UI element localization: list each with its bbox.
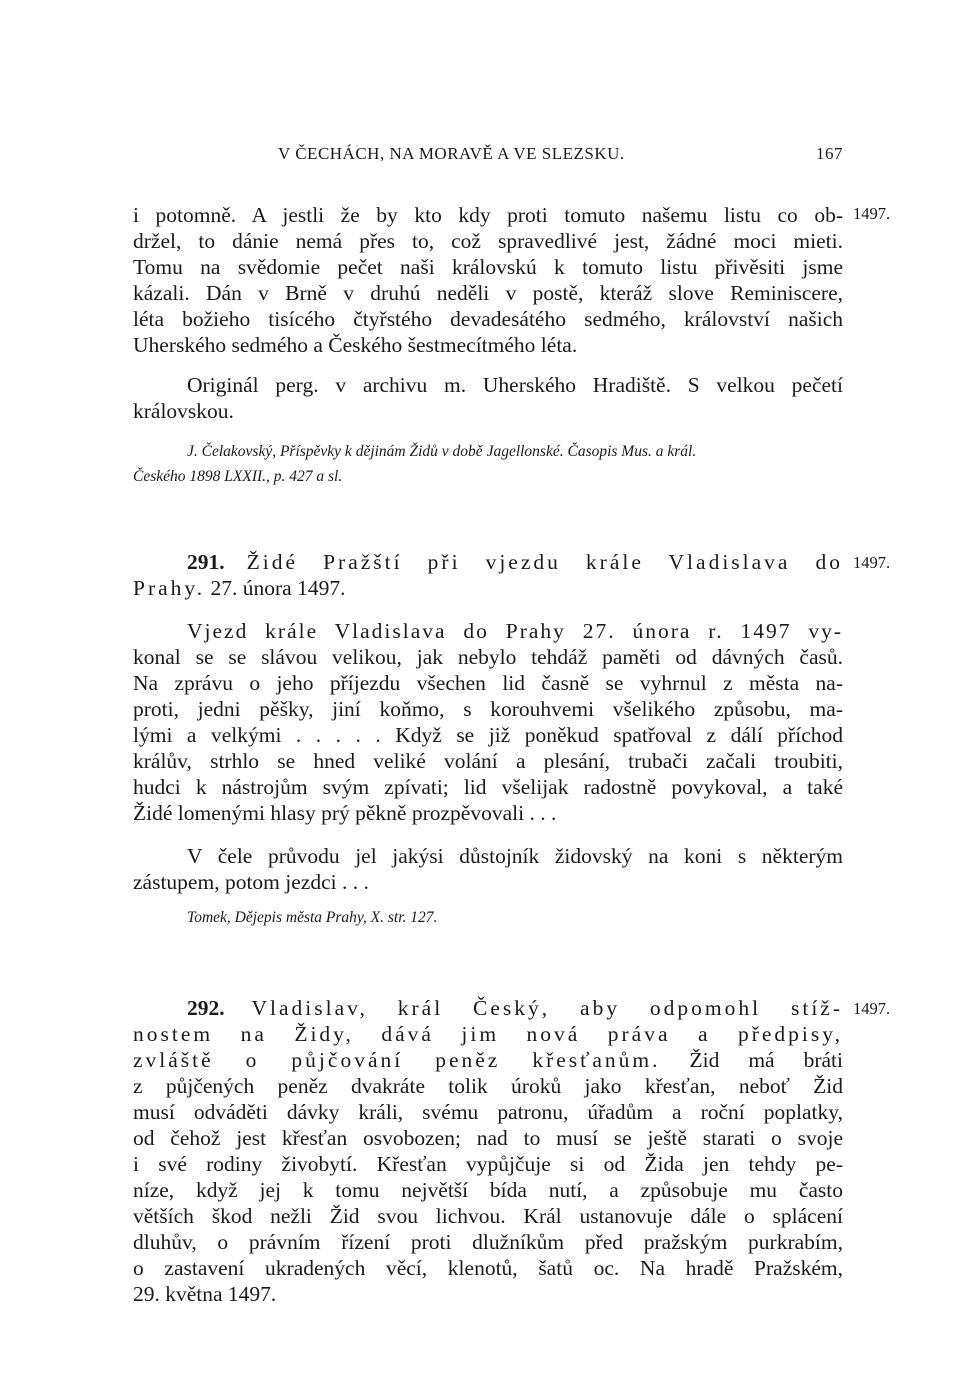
text-line: proti, jedni pěšky, jiní koňmo, s korouhvemi všelikého způsobu, ma- bbox=[133, 697, 843, 721]
text-line: královskou. bbox=[133, 399, 234, 423]
doc290-source-line: J. Čelakovský, Příspěvky k dějinám Židů v době Jagellonské. Časopis Mus. a král. bbox=[187, 443, 697, 460]
doc292-heading-line bbox=[133, 995, 843, 1021]
running-header bbox=[133, 144, 843, 170]
margin-year: 1497. bbox=[853, 553, 891, 572]
text-line: Vjezd krále Vladislava do Prahy 27. února r. 1497 vy- bbox=[187, 619, 843, 643]
text-line: Židé lomenými hlasy prý pěkně prozpěvovali . . . bbox=[133, 801, 557, 825]
text-line: větších škod nežli Žid svou lichvou. Král ustanovuje dále o splácení bbox=[133, 1204, 843, 1228]
doc290-text bbox=[133, 202, 891, 358]
doc290-source-line: Českého 1898 LXXII., p. 427 a sl. bbox=[133, 468, 343, 485]
doc292-heading-line: nostem na Židy, dává jim nová práva a předpisy, bbox=[133, 1022, 843, 1046]
doc291-heading-line bbox=[133, 549, 843, 575]
text-line: o zastavení ukradených věcí, klenotů, šatů oc. Na hradě Pražském, bbox=[133, 1256, 843, 1280]
doc291-heading bbox=[133, 549, 891, 601]
text-line: Tomu na svědomie pečet naši královskú k tomuto listu přivěsiti jsme bbox=[133, 255, 843, 279]
text-line: níze, když jej k tomu největší bída nutí, a způsobuje mu často bbox=[133, 1178, 843, 1202]
text-line: Na zprávu o jeho příjezdu všechen lid časně se vyhrnul z města na- bbox=[133, 671, 843, 695]
doc291-para2 bbox=[133, 843, 843, 895]
text-line: držel, to dánie nemá přes to, což spravedlivé jest, žádné moci mieti. bbox=[133, 229, 843, 253]
doc291-heading-line: Prahy. 27. února 1497. bbox=[133, 576, 346, 600]
doc290-original-note bbox=[133, 372, 843, 424]
text-line: králův, strhlo se hned veliké volání a plesání, trubači začali troubiti, bbox=[133, 749, 843, 773]
text-line: hudci k nástrojům svým zpívati; lid všelijak radostně povykoval, a také bbox=[133, 775, 843, 799]
text-line: Originál perg. v archivu m. Uherského Hradiště. S velkou pečetí bbox=[187, 373, 843, 397]
text-line: i potomně. A jestli že by kto kdy proti tomuto našemu listu co ob- bbox=[133, 203, 843, 227]
text-line: kázali. Dán v Brně v druhú neděli v postě, kteráž slove Reminiscere, bbox=[133, 281, 843, 305]
text-line: i své rodiny živobytí. Křesťan vypůjčuje si od Žida jen tehdy pe- bbox=[133, 1152, 843, 1176]
text-line: 29. května 1497. bbox=[133, 1282, 277, 1306]
text-line: léta božieho tisícého čtyřstého devadesátého sedmého, království našich bbox=[133, 307, 843, 331]
text-line: zástupem, potom jezdci . . . bbox=[133, 870, 369, 894]
text-line: V čele průvodu jel jakýsi důstojník židovský na koni s některým bbox=[187, 844, 843, 868]
margin-year: 1497. bbox=[853, 204, 891, 223]
doc292-heading-line: zvláště o půjčování peněz křesťanům. Žid má bráti bbox=[133, 1048, 843, 1072]
doc292-heading-text: Vladislav, král Český, aby odpomohl stíž- bbox=[251, 996, 844, 1020]
text-line: konal se se slávou velikou, jak nebylo tehdáž paměti od dávných časů. bbox=[133, 645, 843, 669]
doc292-heading bbox=[133, 995, 891, 1073]
doc291-body bbox=[133, 618, 843, 826]
header-title: V ČECHÁCH, NA MORAVĚ A VE SLEZSKU. bbox=[278, 144, 625, 163]
doc291-heading-text: Židé Pražští při vjezdu krále Vladislava do bbox=[246, 550, 844, 574]
doc291-number: 291. bbox=[187, 550, 225, 574]
text-line: Uherského sedmého a Českého šestmecítmého léta. bbox=[133, 333, 578, 357]
text-line: od čehož jest křesťan osvobozen; nad to musí se ještě starati o svoje bbox=[133, 1126, 843, 1150]
doc291-source: Tomek, Dějepis města Prahy, X. str. 127. bbox=[187, 909, 438, 926]
text-line: lými a velkými . . . . . Když se již poněkud spatřoval z dálí příchod bbox=[133, 723, 843, 747]
text-line: z půjčených peněz dvakráte tolik úroků jako křesťan, neboť Žid bbox=[133, 1074, 843, 1098]
page-number: 167 bbox=[816, 144, 843, 163]
text-line: musí odváděti dávky králi, svému patronu, úřadům a roční poplatky, bbox=[133, 1100, 843, 1124]
margin-year: 1497. bbox=[853, 999, 891, 1018]
doc292-body bbox=[133, 1073, 843, 1307]
text-line: dluhův, o právním řízení proti dlužníkům před pražským purkrabím, bbox=[133, 1230, 843, 1254]
doc292-number: 292. bbox=[187, 996, 225, 1020]
